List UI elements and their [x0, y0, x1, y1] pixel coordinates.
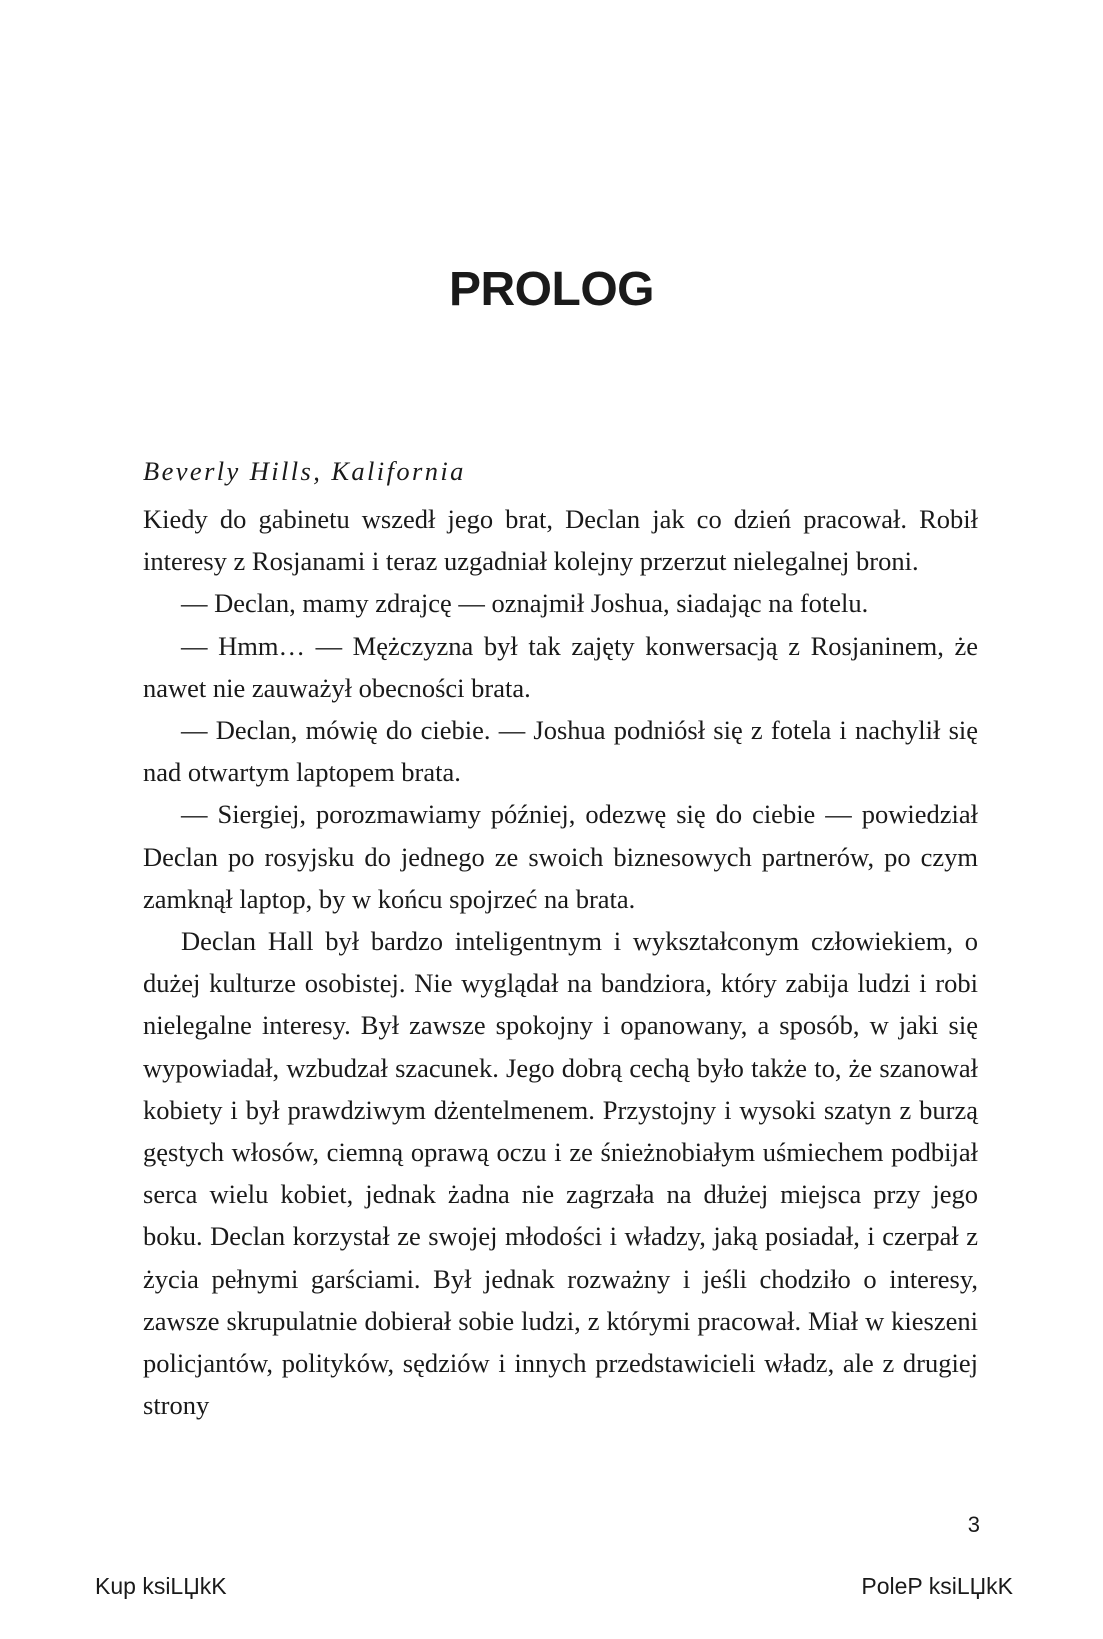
chapter-title: PROLOG — [448, 263, 654, 316]
paragraph-5: — Siergiej, porozmawiamy później, odezwę się do ciebie — powiedział Declan po rosyjsku do jednego ze swoich biznesowych partnerów, po czym zamknął laptop, by w końcu spojrzeć na brata. — [143, 799, 978, 914]
paragraph-3: — Hmm… — Mężczyzna był tak zajęty konwersacją z Rosjaninem, że nawet nie zauważył obecności brata. — [143, 630, 978, 703]
buy-book-link[interactable]: Kup ksiLЏkK — [95, 1573, 227, 1599]
page-number: 3 — [967, 1512, 980, 1537]
location-heading: Beverly Hills, Kalifornia — [143, 456, 466, 486]
paragraph-4: — Declan, mówię do ciebie. — Joshua podniósł się z fotela i nachylił się nad otwartym laptopem brata. — [143, 715, 978, 788]
paragraph-6: Declan Hall był bardzo inteligentnym i wykształconym człowiekiem, o dużej kulturze osobistej. Nie wyglądał na bandziora, który zabija ludzi i robi nielegalne interesy. Był zawsze spokojny i opanowany, a sposób, w jaki się wypowiadał, wzbudzał szacunek. Jego dobrą cechą było także to, że szanował kobiety i był prawdziwym dżentelmenem. Przystojny i wysoki szatyn z burzą gęstych włosów, ciemną oprawą oczu i ze śnieżnobiałym uśmiechem podbijał serca wielu kobiet, jednak żadna nie zagrzała na dłużej miejsca przy jego boku. Declan korzystał ze swojej młodości i władzy, jaką posiadał, i czerpał z życia pełnymi garściami. Był jednak rozważny i jeśli chodziło o interesy, zawsze skrupulatnie dobierał sobie ludzi, z którymi pracował. Miał w kieszeni policjantów, polityków, sędziów i innych przedstawicieli władz, ale z drugiej strony — [143, 926, 978, 1421]
recommend-book-link[interactable]: PoleP ksiLЏkK — [861, 1573, 1013, 1599]
chapter-body — [143, 450, 978, 1426]
paragraph-2: — Declan, mamy zdrajcę — oznajmił Joshua, siadając na fotelu. — [181, 588, 869, 619]
paragraph-1: Kiedy do gabinetu wszedł jego brat, Declan jak co dzień pracował. Robił interesy z Rosjanami i teraz uzgadniał kolejny przerzut nielegalnej broni. — [143, 504, 978, 577]
